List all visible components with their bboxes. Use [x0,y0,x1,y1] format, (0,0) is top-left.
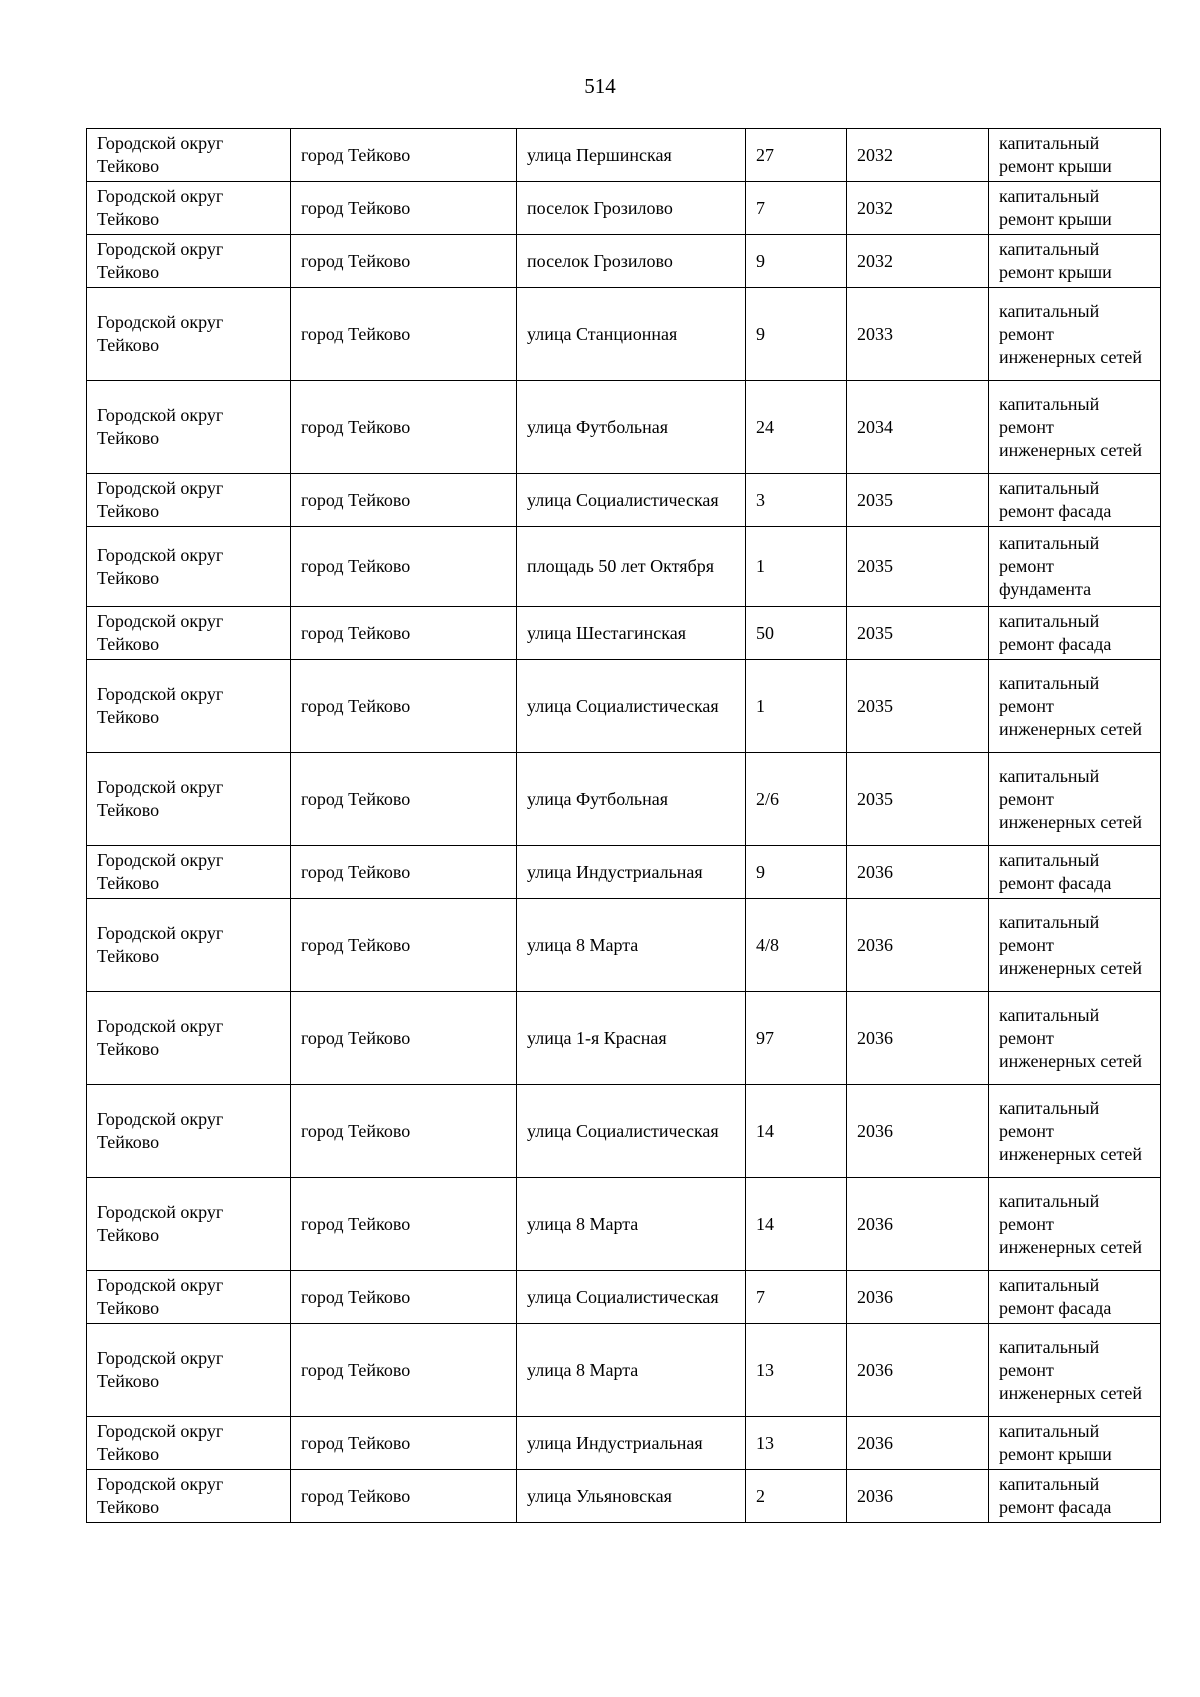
house-number-cell: 13 [746,1324,847,1417]
settlement-cell: город Тейково [291,235,517,288]
table-row [87,1271,1161,1324]
work-type-cell: капитальный ремонт инженерных сетей [989,1178,1161,1271]
year-cell: 2036 [847,1271,989,1324]
house-number-cell: 24 [746,381,847,474]
table-row [87,182,1161,235]
year-cell: 2036 [847,1470,989,1523]
settlement-cell: город Тейково [291,846,517,899]
table-row [87,129,1161,182]
year-cell: 2036 [847,1324,989,1417]
year-cell: 2035 [847,527,989,607]
year-cell: 2036 [847,846,989,899]
table-row [87,846,1161,899]
settlement-cell: город Тейково [291,1085,517,1178]
year-cell: 2032 [847,235,989,288]
municipality-cell: Городской округ Тейково [87,1085,291,1178]
house-number-cell: 1 [746,527,847,607]
settlement-cell: город Тейково [291,182,517,235]
house-number-cell: 2/6 [746,753,847,846]
year-cell: 2036 [847,1178,989,1271]
year-cell: 2033 [847,288,989,381]
municipality-cell: Городской округ Тейково [87,992,291,1085]
street-cell: улица Социалистическая [517,660,746,753]
year-cell: 2036 [847,992,989,1085]
street-cell: улица 8 Марта [517,899,746,992]
year-cell: 2034 [847,381,989,474]
settlement-cell: город Тейково [291,660,517,753]
year-cell: 2035 [847,607,989,660]
registry-table [86,128,1161,1523]
work-type-cell: капитальный ремонт инженерных сетей [989,381,1161,474]
street-cell: площадь 50 лет Октября [517,527,746,607]
table-row [87,607,1161,660]
work-type-cell: капитальный ремонт инженерных сетей [989,753,1161,846]
work-type-cell: капитальный ремонт крыши [989,182,1161,235]
settlement-cell: город Тейково [291,129,517,182]
table-row [87,381,1161,474]
house-number-cell: 1 [746,660,847,753]
house-number-cell: 7 [746,1271,847,1324]
work-type-cell: капитальный ремонт инженерных сетей [989,992,1161,1085]
municipality-cell: Городской округ Тейково [87,1324,291,1417]
settlement-cell: город Тейково [291,899,517,992]
year-cell: 2035 [847,474,989,527]
registry-table-body [87,129,1161,1523]
table-row [87,899,1161,992]
house-number-cell: 7 [746,182,847,235]
street-cell: улица 8 Марта [517,1324,746,1417]
table-row [87,1085,1161,1178]
house-number-cell: 2 [746,1470,847,1523]
street-cell: улица Станционная [517,288,746,381]
work-type-cell: капитальный ремонт крыши [989,235,1161,288]
house-number-cell: 13 [746,1417,847,1470]
municipality-cell: Городской округ Тейково [87,1470,291,1523]
municipality-cell: Городской округ Тейково [87,1178,291,1271]
municipality-cell: Городской округ Тейково [87,288,291,381]
table-row [87,527,1161,607]
municipality-cell: Городской округ Тейково [87,1271,291,1324]
house-number-cell: 14 [746,1085,847,1178]
year-cell: 2035 [847,753,989,846]
municipality-cell: Городской округ Тейково [87,1417,291,1470]
street-cell: улица Футбольная [517,381,746,474]
settlement-cell: город Тейково [291,474,517,527]
street-cell: улица 8 Марта [517,1178,746,1271]
street-cell: улица Индустриальная [517,1417,746,1470]
work-type-cell: капитальный ремонт фасада [989,846,1161,899]
table-row [87,660,1161,753]
house-number-cell: 3 [746,474,847,527]
municipality-cell: Городской округ Тейково [87,474,291,527]
settlement-cell: город Тейково [291,607,517,660]
table-row [87,288,1161,381]
municipality-cell: Городской округ Тейково [87,846,291,899]
table-row [87,1417,1161,1470]
page-number: 514 [584,74,616,98]
year-cell: 2036 [847,899,989,992]
street-cell: улица Ульяновская [517,1470,746,1523]
settlement-cell: город Тейково [291,381,517,474]
municipality-cell: Городской округ Тейково [87,235,291,288]
street-cell: улица Индустриальная [517,846,746,899]
settlement-cell: город Тейково [291,1324,517,1417]
municipality-cell: Городской округ Тейково [87,753,291,846]
table-row [87,474,1161,527]
work-type-cell: капитальный ремонт крыши [989,1417,1161,1470]
settlement-cell: город Тейково [291,992,517,1085]
municipality-cell: Городской округ Тейково [87,182,291,235]
settlement-cell: город Тейково [291,288,517,381]
municipality-cell: Городской округ Тейково [87,660,291,753]
house-number-cell: 4/8 [746,899,847,992]
work-type-cell: капитальный ремонт инженерных сетей [989,288,1161,381]
work-type-cell: капитальный ремонт инженерных сетей [989,899,1161,992]
house-number-cell: 14 [746,1178,847,1271]
table-row [87,992,1161,1085]
work-type-cell: капитальный ремонт фасада [989,474,1161,527]
year-cell: 2032 [847,182,989,235]
table-row [87,1470,1161,1523]
municipality-cell: Городской округ Тейково [87,129,291,182]
street-cell: поселок Грозилово [517,182,746,235]
street-cell: улица 1-я Красная [517,992,746,1085]
year-cell: 2032 [847,129,989,182]
work-type-cell: капитальный ремонт инженерных сетей [989,1085,1161,1178]
settlement-cell: город Тейково [291,1470,517,1523]
municipality-cell: Городской округ Тейково [87,381,291,474]
table-row [87,753,1161,846]
street-cell: улица Шестагинская [517,607,746,660]
house-number-cell: 9 [746,846,847,899]
work-type-cell: капитальный ремонт крыши [989,129,1161,182]
table-row [87,235,1161,288]
street-cell: поселок Грозилово [517,235,746,288]
street-cell: улица Футбольная [517,753,746,846]
table-row [87,1324,1161,1417]
work-type-cell: капитальный ремонт фасада [989,607,1161,660]
work-type-cell: капитальный ремонт инженерных сетей [989,1324,1161,1417]
settlement-cell: город Тейково [291,527,517,607]
work-type-cell: капитальный ремонт инженерных сетей [989,660,1161,753]
work-type-cell: капитальный ремонт фундамента [989,527,1161,607]
year-cell: 2035 [847,660,989,753]
house-number-cell: 9 [746,235,847,288]
work-type-cell: капитальный ремонт фасада [989,1271,1161,1324]
street-cell: улица Социалистическая [517,474,746,527]
municipality-cell: Городской округ Тейково [87,607,291,660]
year-cell: 2036 [847,1417,989,1470]
street-cell: улица Социалистическая [517,1085,746,1178]
work-type-cell: капитальный ремонт фасада [989,1470,1161,1523]
municipality-cell: Городской округ Тейково [87,527,291,607]
municipality-cell: Городской округ Тейково [87,899,291,992]
street-cell: улица Першинская [517,129,746,182]
table-row [87,1178,1161,1271]
house-number-cell: 27 [746,129,847,182]
street-cell: улица Социалистическая [517,1271,746,1324]
settlement-cell: город Тейково [291,1417,517,1470]
house-number-cell: 97 [746,992,847,1085]
settlement-cell: город Тейково [291,753,517,846]
house-number-cell: 9 [746,288,847,381]
settlement-cell: город Тейково [291,1271,517,1324]
settlement-cell: город Тейково [291,1178,517,1271]
house-number-cell: 50 [746,607,847,660]
year-cell: 2036 [847,1085,989,1178]
